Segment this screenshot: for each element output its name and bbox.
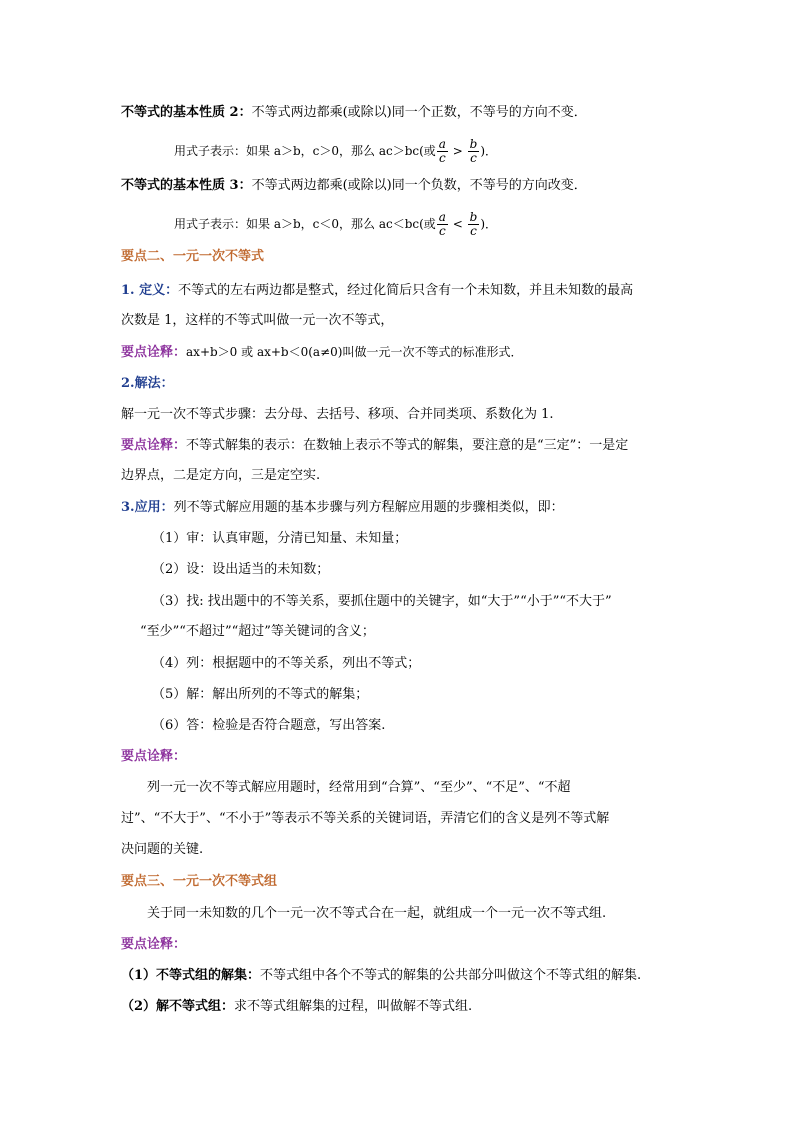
- section-3-heading: 要点三、一元一次不等式组: [121, 874, 278, 889]
- step-2: （2）设：设出适当的未知数；: [152, 562, 330, 577]
- note-label: 要点诠释：: [121, 345, 187, 360]
- property-3-text: 不等式两边都乘(或除以)同一个负数，不等号的方向改变．: [251, 178, 587, 193]
- note-3-line-3: 决问题的关键.: [121, 842, 204, 857]
- fraction-b-over-c: $\frac{b}{c}$: [469, 137, 478, 165]
- property-2-text: 不等式两边都乘(或除以)同一个正数，不等号的方向不变．: [251, 105, 587, 120]
- property-3-expression: 用式子表示：如果 a＞b，c＜0，那么 ac＜bc(或 $\frac{a}{c}$ < $\frac{b}{c}$ )．: [174, 210, 497, 238]
- step-3: （3）找: 找出题中的不等关系，要抓住题中的关键字，如“大于”“小于”“不大于”: [152, 594, 612, 609]
- solve-label: 2.解法：: [121, 376, 174, 391]
- property-3-line: [121, 177, 587, 195]
- note-3-line-1: 列一元一次不等式解应用题时，经常用到“合算”、“至少”、“不足”、“不超: [147, 780, 571, 795]
- apply-line: 3.应用：列不等式解应用题的基本步骤与列方程解应用题的步骤相类似，即：: [121, 500, 564, 515]
- step-1: （1）审：认真审题，分清已知量、未知量；: [152, 531, 408, 546]
- solve-system: （2）解不等式组：求不等式组解集的过程，叫做解不等式组.: [121, 999, 473, 1014]
- solve-text: 解一元一次不等式步骤：去分母、去括号、移项、合并同类项、系数化为 1.: [121, 407, 554, 422]
- definition-label: 1. 定义：: [121, 283, 179, 298]
- definition-line-2: 次数是 1，这样的不等式叫做一元一次不等式，: [121, 313, 394, 328]
- fraction-a-over-c: $\frac{a}{c}$: [438, 210, 446, 238]
- note-label: 要点诠释：: [121, 438, 187, 453]
- step-3-continued: “至少”“不超过”“超过”等关键词的含义；: [140, 624, 375, 639]
- fraction-b-over-c: $\frac{b}{c}$: [469, 210, 478, 238]
- definition-line: 1. 定义：不等式的左右两边都是整式，经过化简后只含有一个未知数，并且未知数的最高: [121, 283, 634, 298]
- step-4: （4）列：根据题中的不等关系，列出不等式；: [152, 656, 421, 671]
- apply-label: 3.应用：: [121, 500, 174, 515]
- step-6: （6）答：检验是否符合题意，写出答案.: [152, 718, 386, 733]
- step-5: （5）解：解出所列的不等式的解集；: [152, 687, 369, 702]
- note-1: 要点诠释：ax+b＞0 或 ax+b＜0(a≠0)叫做一元一次不等式的标准形式．: [121, 345, 523, 360]
- property-3-title: 不等式的基本性质 3：: [121, 178, 252, 193]
- section-2-heading: 要点二、一元一次不等式: [121, 249, 265, 264]
- system-solution-set: （1）不等式组的解集：不等式组中各个不等式的解集的公共部分叫做这个不等式组的解集.: [121, 968, 642, 983]
- property-2-title: 不等式的基本性质 2：: [121, 105, 252, 120]
- note-2: 要点诠释：不等式解集的表示：在数轴上表示不等式的解集，要注意的是“三定”：一是定: [121, 438, 629, 453]
- note-2-line-2: 边界点，二是定方向，三是定空实.: [121, 468, 321, 483]
- section-3-note-label: 要点诠释：: [121, 937, 187, 952]
- note-3-line-2: 过”、“不大于”、“不小于”等表示不等关系的关键词语，弄清它们的含义是列不等式解: [121, 811, 610, 826]
- section-3-intro: 关于同一未知数的几个一元一次不等式合在一起，就组成一个一元一次不等式组.: [147, 906, 607, 921]
- property-2-line: [121, 104, 587, 122]
- property-2-expression: 用式子表示：如果 a＞b，c＞0，那么 ac＞bc(或 $\frac{a}{c}$ > $\frac{b}{c}$ )．: [174, 137, 497, 165]
- note-3-label: 要点诠释：: [121, 749, 187, 764]
- fraction-a-over-c: $\frac{a}{c}$: [438, 137, 446, 165]
- item-1-label: （1）不等式组的解集：: [121, 968, 261, 983]
- item-2-label: （2）解不等式组：: [121, 999, 235, 1014]
